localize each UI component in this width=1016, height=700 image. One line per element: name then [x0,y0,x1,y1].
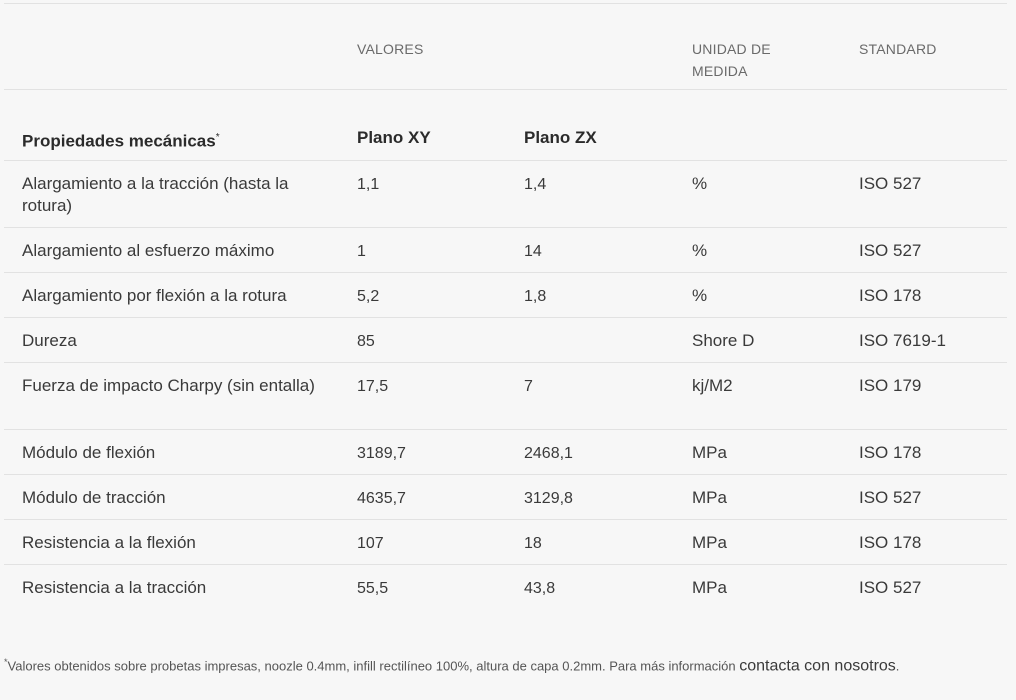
table-row [4,475,1007,520]
standard: ISO 7619-1 [859,331,946,350]
table-row [4,430,1007,475]
contact-link[interactable]: contacta con nosotros [739,657,896,675]
unit: MPa [692,443,727,462]
group-title [22,127,220,153]
table-row [4,318,1007,363]
value-xy: 3189,7 [357,445,406,462]
value-xy: 1,1 [357,176,380,193]
property-name: Módulo de tracción [22,488,166,507]
property-name: Dureza [22,331,77,350]
value-zx: 7 [524,378,533,395]
standard: ISO 527 [859,241,922,260]
unit: MPa [692,488,727,507]
group-header-row [4,90,1007,161]
property-name: Alargamiento al esfuerzo máximo [22,241,275,260]
standard: ISO 527 [859,488,922,507]
value-zx: 18 [524,535,542,552]
value-zx: 2468,1 [524,445,573,462]
footnote-text: Valores obtenidos sobre probetas impresas, noozle 0.4mm, infill rectilíneo 100%, altura de capa 0.2mm. Para más información [7,658,740,674]
value-xy: 4635,7 [357,490,406,507]
value-xy: 17,5 [357,378,389,395]
standard: ISO 178 [859,286,922,305]
value-zx: 1,8 [524,288,547,305]
value-xy: 55,5 [357,580,389,597]
table-row [4,363,1007,430]
standard: ISO 527 [859,174,922,193]
group-title-text: Propiedades mecánicas [22,131,216,151]
value-xy: 5,2 [357,288,380,305]
unit: kj/M2 [692,376,733,395]
unit: Shore D [692,331,755,350]
header-unidad: UNIDAD DE MEDIDA [692,41,771,79]
table-row [4,565,1007,609]
value-xy: 1 [357,243,366,260]
value-xy: 107 [357,535,384,552]
standard: ISO 527 [859,578,922,597]
group-title-asterisk: * [215,132,220,143]
property-name: Módulo de flexión [22,443,156,462]
standard: ISO 179 [859,376,922,395]
property-name: Fuerza de impacto Charpy (sin entalla) [22,376,315,395]
table-header-row [4,3,1007,90]
header-standard: STANDARD [859,41,937,57]
property-name: Resistencia a la tracción [22,578,207,597]
value-zx: 1,4 [524,176,547,193]
unit: MPa [692,533,727,552]
footnote-end: . [895,658,900,674]
property-name: Alargamiento por flexión a la rotura [22,286,287,305]
property-name: Alargamiento a la tracción (hasta la rotura) [22,174,289,215]
value-zx: 14 [524,243,542,260]
plane-zx-heading: Plano ZX [524,128,597,147]
standard: ISO 178 [859,533,922,552]
header-valores: VALORES [357,41,424,57]
unit: % [692,241,708,260]
unit: MPa [692,578,727,597]
table-row [4,273,1007,318]
table-row [4,161,1007,228]
standard: ISO 178 [859,443,922,462]
property-name: Resistencia a la flexión [22,533,196,552]
plane-xy-heading: Plano XY [357,128,431,147]
footnote-asterisk: * [4,657,8,667]
properties-table-body [4,161,1007,609]
table-row [4,520,1007,565]
table-row [4,228,1007,273]
value-zx: 3129,8 [524,490,573,507]
unit: % [692,174,708,193]
footnote [4,657,899,675]
value-xy: 85 [357,333,375,350]
value-zx: 43,8 [524,580,556,597]
unit: % [692,286,708,305]
